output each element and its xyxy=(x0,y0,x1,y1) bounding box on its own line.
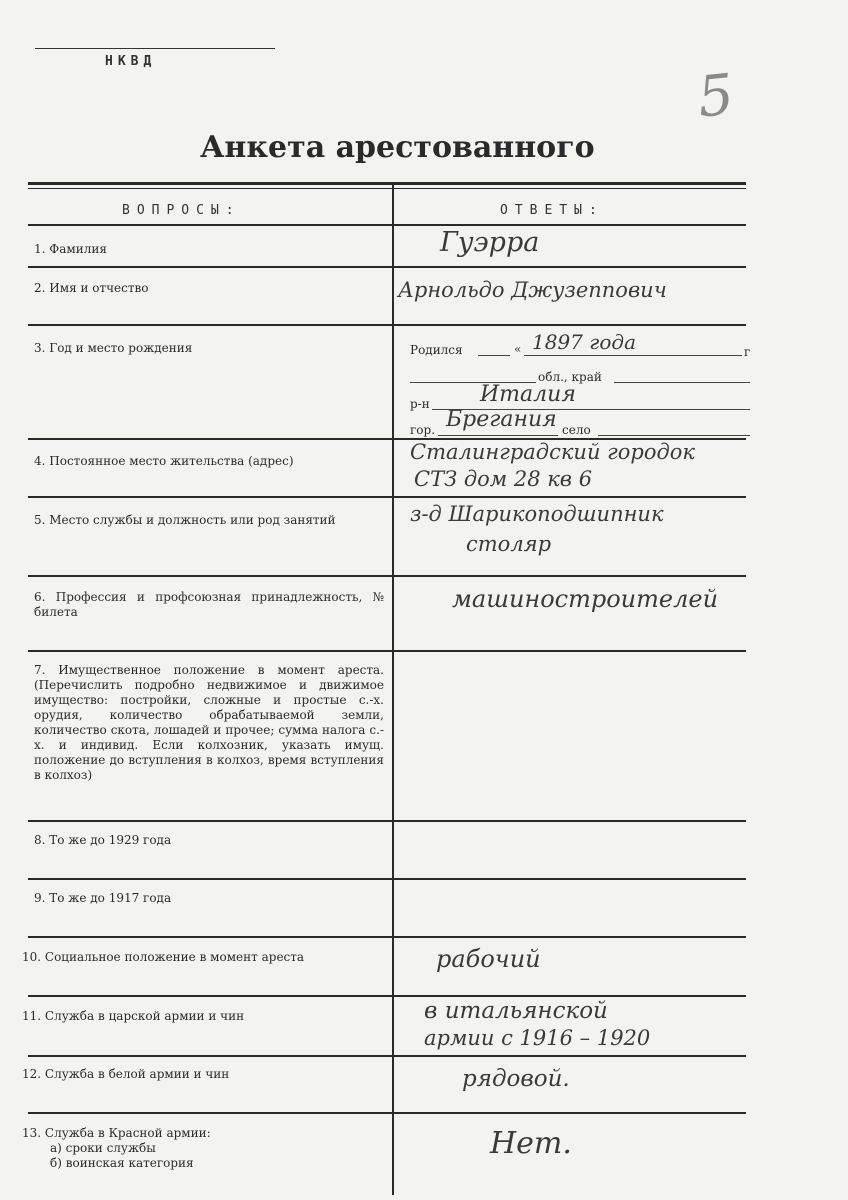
header-rule xyxy=(35,48,275,49)
row-separator xyxy=(28,266,746,268)
question-birth: 3. Год и место рождения xyxy=(34,341,193,355)
row-separator xyxy=(28,936,746,938)
questions-column-header: ВОПРОСЫ: xyxy=(122,203,241,218)
village-line xyxy=(598,435,750,436)
born-label: Родился xyxy=(410,343,463,357)
answer-social-status: рабочий xyxy=(436,945,541,973)
question-property-1917: 9. То же до 1917 года xyxy=(34,891,172,905)
answer-work-line1: з-д Шарикоподшипник xyxy=(410,502,664,526)
answer-white-army: рядовой. xyxy=(462,1066,570,1092)
village-label: село xyxy=(562,423,591,437)
answer-surname: Гуэрра xyxy=(440,227,540,258)
row-separator xyxy=(28,324,746,326)
question-social-status: 10. Социальное положение в момент ареста xyxy=(22,950,305,964)
row-separator xyxy=(28,650,746,652)
answers-column-header: ОТВЕТЫ: xyxy=(500,203,604,218)
question-property-1929: 8. То же до 1929 года xyxy=(34,833,172,847)
region-label: обл., край xyxy=(538,370,602,384)
answer-birth-district: Италия xyxy=(480,382,576,407)
question-name: 2. Имя и отчество xyxy=(34,281,149,295)
city-label: гор. xyxy=(410,423,436,437)
born-day-line xyxy=(478,355,510,356)
document-title: Анкета арестованного xyxy=(200,130,595,165)
answer-profession: машиностроителей xyxy=(452,585,719,613)
question-work: 5. Место службы и должность или род занятий xyxy=(34,513,336,527)
answer-tsar-army-line1: в итальянской xyxy=(424,998,608,1024)
page-number: 5 xyxy=(694,62,737,131)
agency-label: НКВД xyxy=(105,54,157,69)
row-separator xyxy=(28,820,746,822)
question-profession: 6. Профессия и профсоюзная принадлежность, № билета xyxy=(34,590,384,619)
region-line-right xyxy=(614,382,750,383)
row-separator xyxy=(28,496,746,498)
answer-residence-line2: СТЗ дом 28 кв 6 xyxy=(414,467,593,491)
row-separator xyxy=(28,575,746,577)
question-tsar-army: 11. Служба в царской армии и чин xyxy=(22,1009,245,1023)
born-year-line xyxy=(524,355,742,356)
question-surname: 1. Фамилия xyxy=(34,242,107,256)
answer-name: Арнольдо Джузеппович xyxy=(398,278,667,302)
question-red-army-category: б) воинская категория xyxy=(50,1156,194,1170)
row-separator xyxy=(28,878,746,880)
row-separator xyxy=(28,995,746,997)
answer-residence-line1: Сталинградский городок xyxy=(410,440,695,464)
question-red-army-terms: а) сроки службы xyxy=(50,1141,156,1155)
table-top-rule-thin xyxy=(28,188,746,189)
district-label: р-н xyxy=(410,397,430,411)
column-divider xyxy=(392,185,394,1195)
row-separator xyxy=(28,1055,746,1057)
question-residence: 4. Постоянное место жительства (адрес) xyxy=(34,454,294,468)
answer-tsar-army-line2: армии с 1916 – 1920 xyxy=(424,1026,651,1050)
born-quote: « xyxy=(514,342,522,356)
header-bottom-rule xyxy=(28,224,746,226)
answer-work-line2: столяр xyxy=(466,532,552,556)
answer-red-army: Нет. xyxy=(490,1126,572,1161)
row-separator xyxy=(28,1112,746,1114)
city-line xyxy=(438,435,558,436)
question-property: 7. Имущественное положение в момент ареста. (Перечислить подробно недвижимое и движимое имущество: постройки, сложные и простые с.-х. орудия, количество обрабатываемой земли, количество скота, лошадей и прочее; сумма налога с.-х. и индивид. Если колхозник, указать имущ. положение до вступления в колхоз, время вступления в колхоз) xyxy=(34,663,384,782)
answer-birth-city: Брегания xyxy=(446,407,557,432)
question-red-army-title: 13. Служба в Красной армии: xyxy=(22,1126,211,1140)
born-year-suffix: г xyxy=(744,345,751,359)
table-top-rule xyxy=(28,182,746,185)
question-white-army: 12. Служба в белой армии и чин xyxy=(22,1067,230,1081)
answer-birth-year: 1897 года xyxy=(532,330,637,354)
